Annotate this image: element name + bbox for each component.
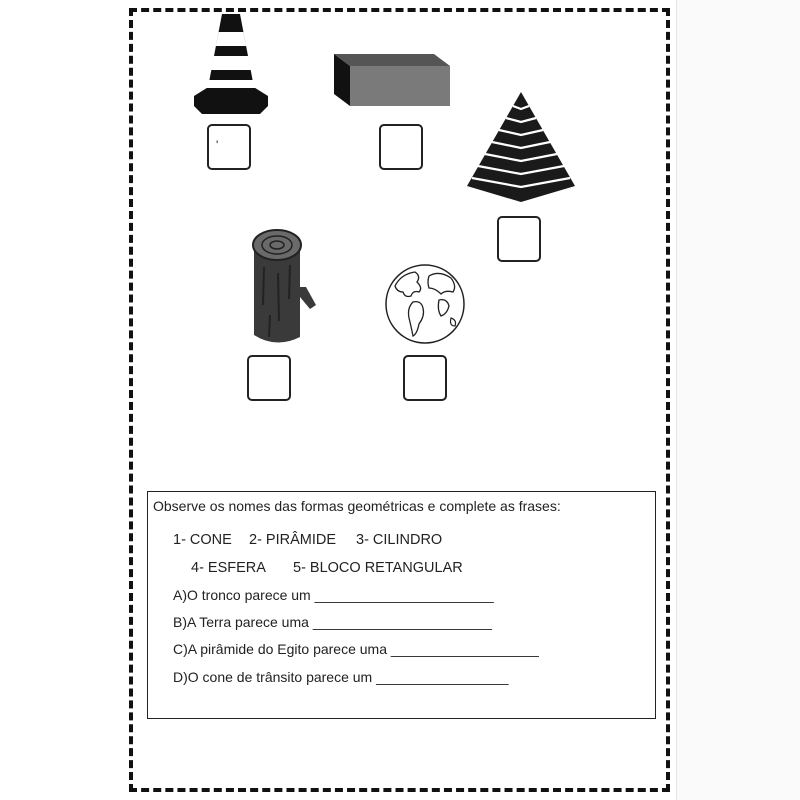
question-d-label: D) [173,669,188,685]
question-a-blank[interactable]: _______________________ [314,587,494,603]
rectangular-block-image [330,50,454,110]
option-rectangular-block: 5- BLOCO RETANGULAR [293,560,463,576]
question-b-label: B) [173,614,187,630]
questions-panel [147,491,656,719]
question-a [173,587,494,603]
option-cone: 1- CONE [173,532,232,548]
question-c [173,641,539,657]
pyramid-image [465,90,577,208]
block-answer-box[interactable] [379,124,423,170]
traffic-cone-image [190,12,272,116]
cone-answer-mark: ' [216,138,219,152]
option-pyramid: 2- PIRÂMIDE [249,532,337,548]
question-c-text: A pirâmide do Egito parece uma [187,641,388,657]
question-d-blank[interactable]: _________________ [376,669,509,685]
question-a-text: O tronco parece um [187,587,311,603]
option-cylinder: 3- CILINDRO [356,532,443,548]
option-sphere: 4- ESFERA [191,560,266,576]
question-d [173,669,508,685]
question-b-text: A Terra parece uma [187,614,309,630]
pyramid-answer-box[interactable] [497,216,541,262]
question-c-label: C) [173,641,188,657]
page-margin [676,0,800,800]
question-b [173,614,492,630]
cone-answer-box[interactable] [207,124,251,170]
question-d-text: O cone de trânsito parece um [187,669,373,685]
question-c-blank[interactable]: ___________________ [390,641,539,657]
globe-answer-box[interactable] [403,355,447,401]
question-b-blank[interactable]: _______________________ [312,614,492,630]
earth-globe-image [383,262,467,346]
log-answer-box[interactable] [247,355,291,401]
question-a-label: A) [173,587,187,603]
tree-log-image [248,225,320,349]
instructions-text: Observe os nomes das formas geométricas e complete as frases: [153,498,561,514]
